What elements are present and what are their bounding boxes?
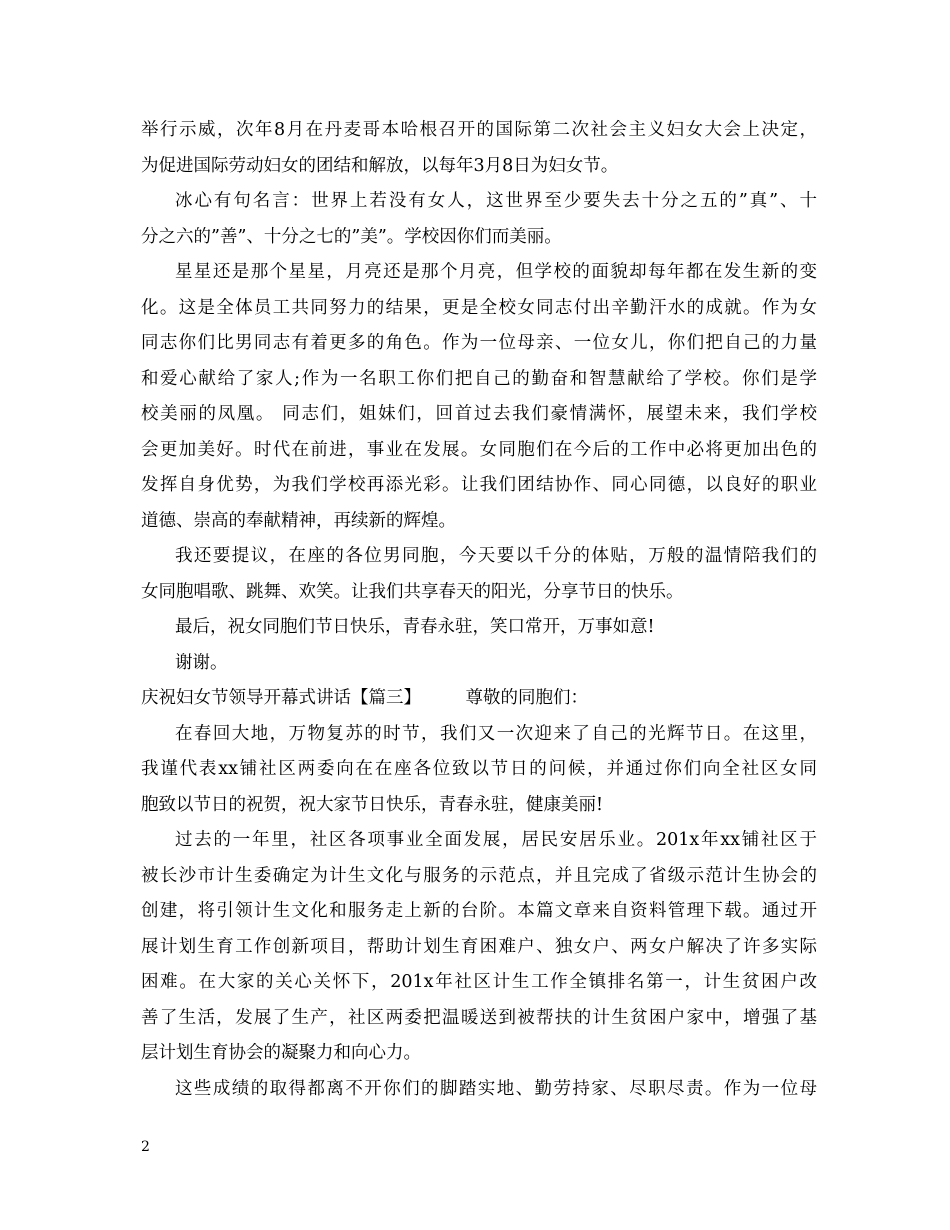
text-line: 层计划生育协会的凝聚力和向心力。	[141, 1043, 421, 1063]
text-line: 化。这是全体员工共同努力的结果，更是全校女同志付出辛勤汗水的成就。作为女	[141, 297, 817, 318]
text-line: 困难。在大家的关心关怀下，201x年社区计生工作全镇排名第一，计生贫困户改	[141, 972, 817, 992]
text-line: 举行示威，次年8月在丹麦哥本哈根召开的国际第二次社会主义妇女大会上决定，	[141, 120, 817, 140]
section-heading: 庆祝妇女节领导开幕式讲话【篇三】 尊敬的同胞们：	[141, 688, 589, 708]
text-line: 被长沙市计生委确定为计生文化与服务的示范点，并且完成了省级示范计生协会的	[141, 865, 817, 886]
text-line: 创建，将引领计生文化和服务走上新的台阶。本篇文章来自资料管理下载。通过开	[141, 901, 817, 921]
text-line: 和爱心献给了家人;作为一名职工你们把自己的勤奋和智慧献给了学校。你们是学	[141, 368, 817, 389]
page-number: 2	[141, 1139, 150, 1155]
text-line: 星星还是那个星星，月亮还是那个月亮，但学校的面貌却每年都在发生新的变	[175, 262, 817, 282]
text-line: 展计划生育工作创新项目，帮助计划生育困难户、独女户、两女户解决了许多实际	[141, 936, 817, 957]
text-line: 同志你们比男同志有着更多的角色。作为一位母亲、一位女儿，你们把自己的力量	[141, 333, 817, 353]
text-line: 道德、崇高的奉献精神，再续新的辉煌。	[141, 510, 456, 531]
text-line: 女同胞唱歌、跳舞、欢笑。让我们共享春天的阳光，分享节日的快乐。	[141, 581, 684, 602]
text-line: 冰心有句名言：世界上若没有女人，这世界至少要失去十分之五的”真”、十	[175, 191, 817, 211]
text-line: 这些成绩的取得都离不开你们的脚踏实地、勤劳持家、尽职尽责。作为一位母	[175, 1078, 817, 1099]
text-line: 在春回大地，万物复苏的时节，我们又一次迎来了自己的光辉节日。在这里，	[175, 723, 817, 744]
text-line: 过去的一年里，社区各项事业全面发展，居民安居乐业。201x年xx铺社区于	[175, 830, 817, 850]
text-line: 会更加美好。时代在前进，事业在发展。女同胞们在今后的工作中必将更加出色的	[141, 439, 817, 460]
text-line: 发挥自身优势，为我们学校再添光彩。让我们团结协作、同心同德，以良好的职业	[141, 475, 817, 495]
document-body	[141, 113, 817, 1107]
text-line: 为促进国际劳动妇女的团结和解放，以每年3月8日为妇女节。	[141, 155, 619, 176]
text-line: 胞致以节日的祝贺，祝大家节日快乐，青春永驻，健康美丽!	[141, 794, 604, 815]
text-line: 我还要提议，在座的各位男同胞，今天要以千分的体贴，万般的温情陪我们的	[175, 546, 817, 566]
text-line: 谢谢。	[175, 652, 228, 673]
text-line: 校美丽的凤凰。 同志们，姐妹们，回首过去我们豪情满怀，展望未来，我们学校	[141, 404, 817, 424]
text-line: 善了生活，发展了生产，社区两委把温暖送到被帮扶的计生贫困户家中，增强了基	[141, 1007, 817, 1028]
text-line: 最后，祝女同胞们节日快乐，青春永驻，笑口常开，万事如意!	[175, 617, 655, 637]
text-line: 分之六的”善”、十分之七的”美”。学校因你们而美丽。	[141, 226, 562, 247]
text-line: 我谨代表xx铺社区两委向在在座各位致以节日的问候，并通过你们向全社区女同	[141, 759, 817, 779]
